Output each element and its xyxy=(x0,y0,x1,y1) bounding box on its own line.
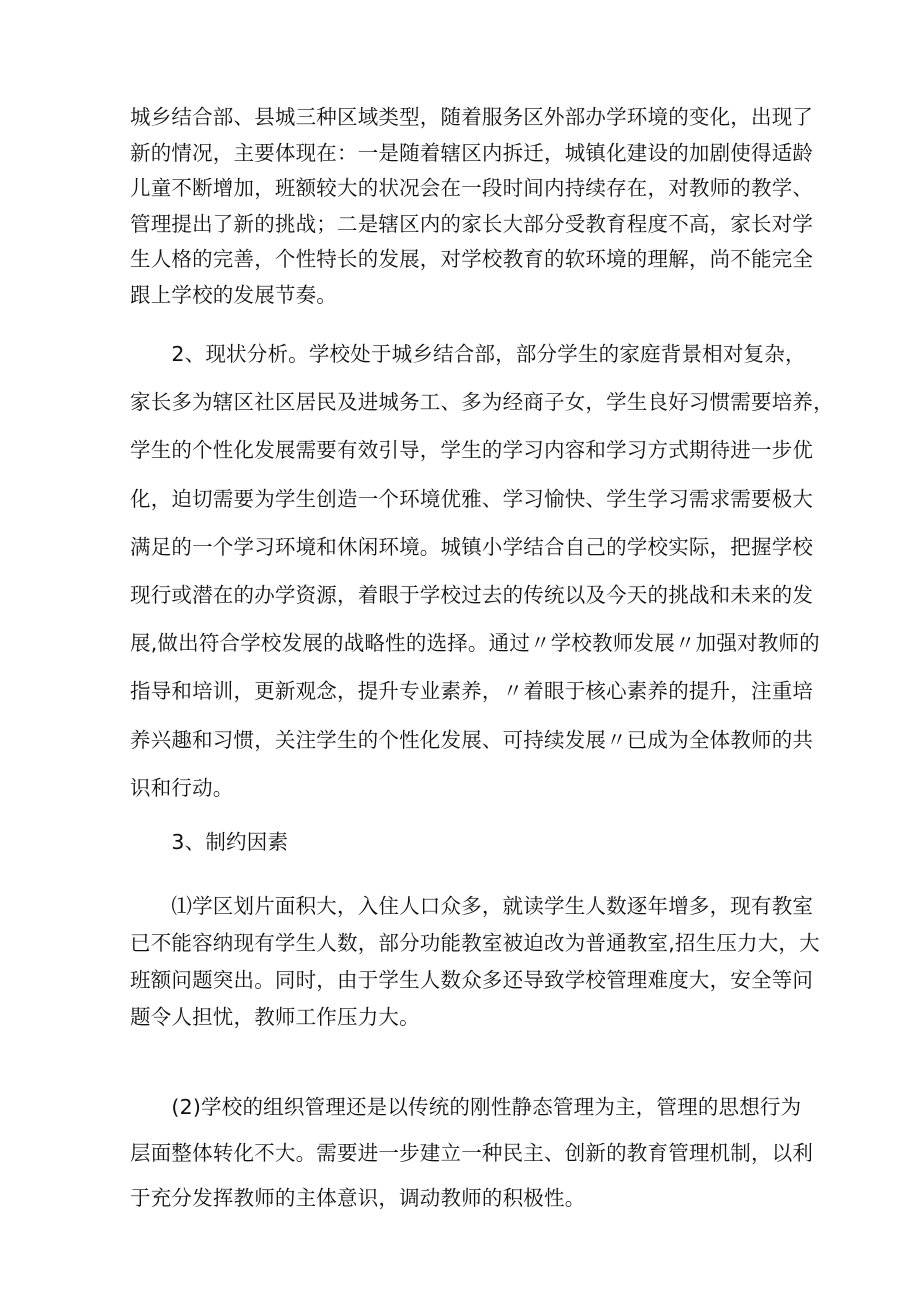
text-line: 新的情况，主要体现在：一是随着辖区内拆迁，城镇化建设的加剧使得适龄 xyxy=(130,140,814,165)
text-line: 3、制约因素 xyxy=(130,830,289,854)
text-line: 满足的一个学习环境和休闲环境。城镇小学结合自己的学校实际，把握学校 xyxy=(130,534,814,559)
text-line: ⑴学区划片面积大，入住人口众多，就读学生人数逐年增多，现有教室 xyxy=(130,894,814,918)
text-line: 管理提出了新的挑战；二是辖区内的家长大部分受教育程度不高，家长对学 xyxy=(130,211,814,236)
paragraph-constraint-2 xyxy=(130,1085,814,1222)
text-line: 化，迫切需要为学生创造一个环境优雅、学习愉快、学生学习需求需要极大 xyxy=(130,486,814,511)
text-line: (2)学校的组织管理还是以传统的刚性静态管理为主，管理的思想行为 xyxy=(130,1095,802,1119)
section-heading-constraints xyxy=(130,824,795,860)
text-line: 生人格的完善，个性特长的发展，对学校教育的软环境的理解，尚不能完全 xyxy=(130,247,814,272)
paragraph-environment-changes xyxy=(130,100,814,314)
text-line: 城乡结合部、县城三种区域类型，随着服务区外部办学环境的变化，出现了 xyxy=(130,105,814,129)
text-line: 学生的个性化发展需要有效引导，学生的学习内容和学习方式期待进一步优 xyxy=(130,438,814,463)
paragraph-constraint-1 xyxy=(130,888,820,1036)
text-line: 家长多为辖区社区居民及进城务工、多为经商子女，学生良好习惯需要培养， xyxy=(130,390,834,415)
text-line: 2、现状分析。学校处于城乡结合部，部分学生的家庭背景相对复杂， xyxy=(130,342,806,366)
text-line: 养兴趣和习惯，关注学生的个性化发展、可持续发展〃已成为全体教师的共 xyxy=(130,727,814,752)
text-line: 现行或潜在的办学资源，着眼于学校过去的传统以及今天的挑战和未来的发 xyxy=(130,583,814,608)
text-line: 儿童不断增加，班额较大的状况会在一段时间内持续存在，对教师的教学、 xyxy=(130,176,814,201)
text-line: 于充分发挥教师的主体意识，调动教师的积极性。 xyxy=(130,1186,586,1210)
paragraph-status-analysis xyxy=(130,330,834,812)
text-line: 指导和培训，更新观念，提升专业素养，〃着眼于核心素养的提升，注重培 xyxy=(130,679,814,704)
text-line: 已不能容纳现有学生人数，部分功能教室被迫改为普通教室,招生压力大，大 xyxy=(130,931,820,955)
text-line: 识和行动。 xyxy=(130,775,234,800)
text-line: 跟上学校的发展节奏。 xyxy=(130,282,337,307)
text-line: 题令人担忧，教师工作压力大。 xyxy=(130,1005,420,1029)
text-line: 展,做出符合学校发展的战略性的选择。通过〃学校教师发展〃加强对教师的 xyxy=(130,631,820,656)
text-line: 层面整体转化不大。需要进一步建立一种民主、创新的教育管理机制，以利 xyxy=(130,1140,814,1165)
text-line: 班额问题突出。同时，由于学生人数众多还导致学校管理难度大，安全等问 xyxy=(130,968,814,992)
